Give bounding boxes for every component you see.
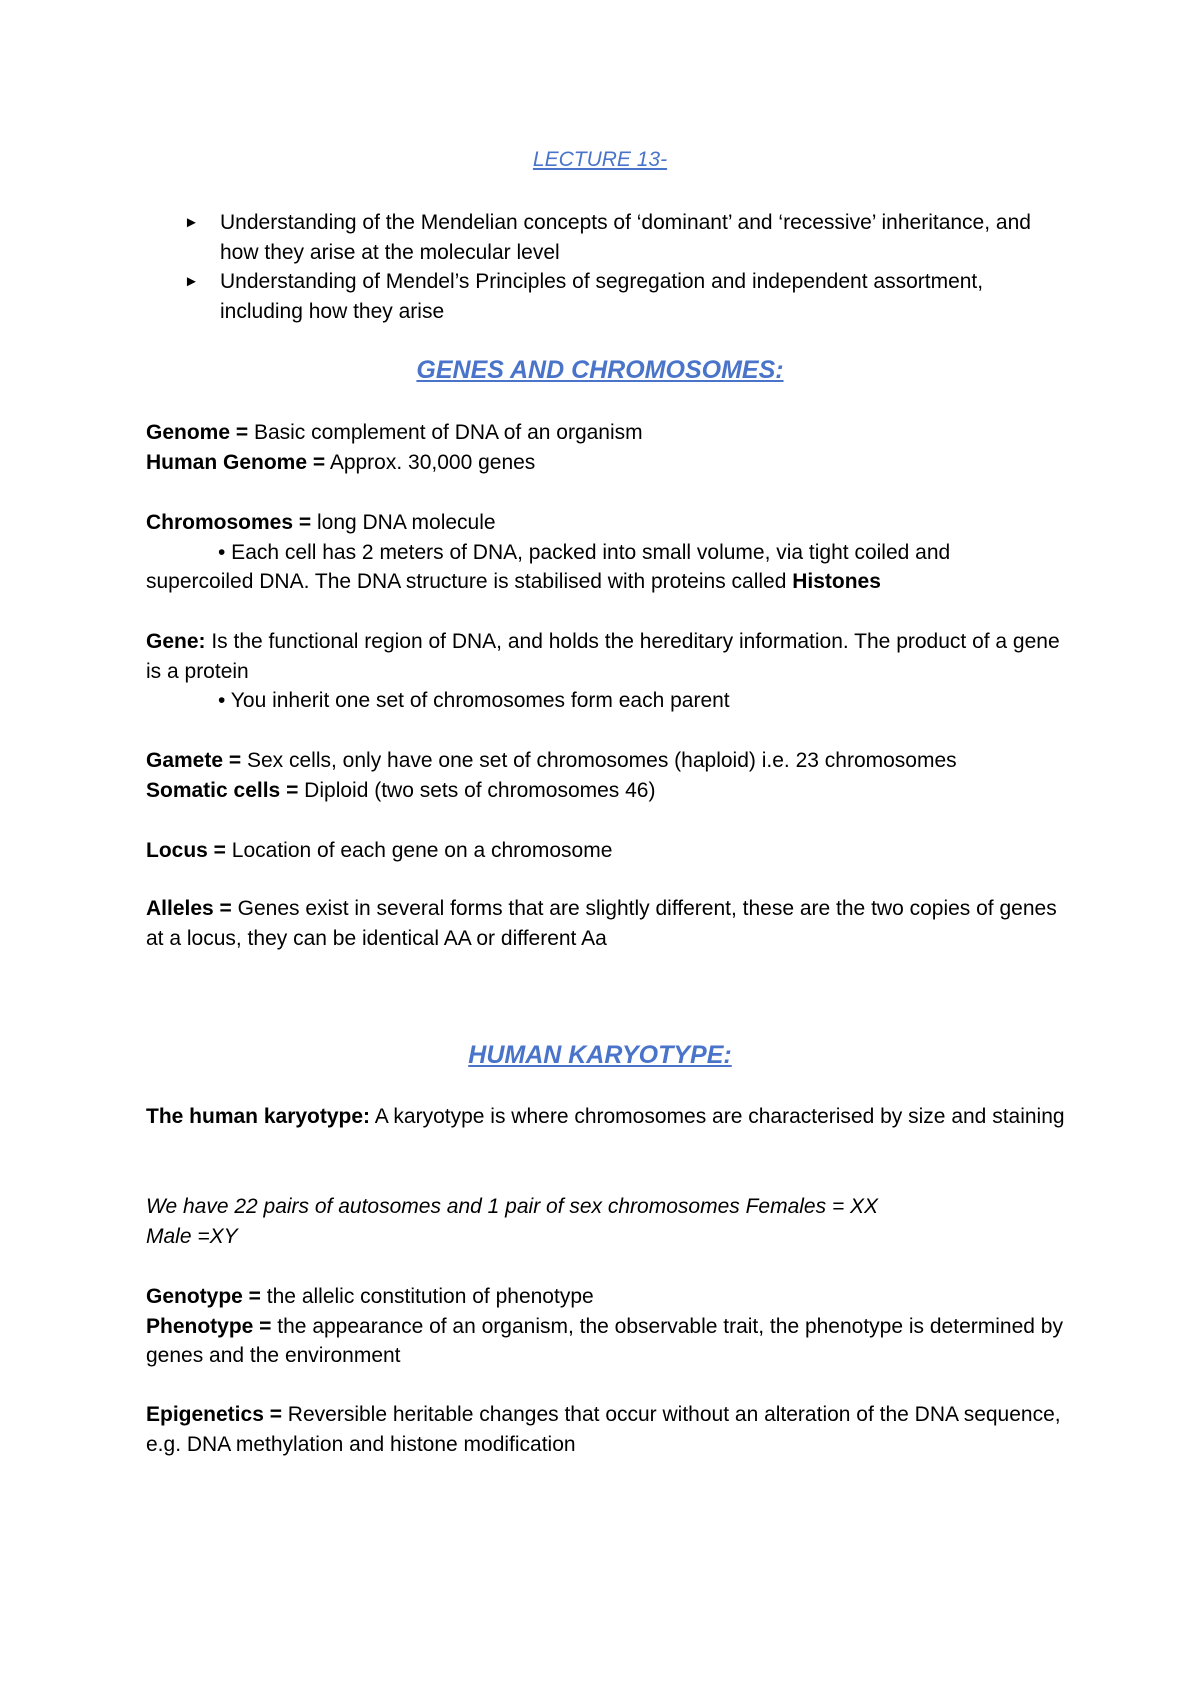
somatic-line [146,776,1066,806]
chromosomes-line [146,508,1066,538]
locus-definition [146,836,1066,866]
gene-definition [146,627,1066,716]
chromosomes-term: Chromosomes = [146,511,312,534]
chromosomes-cont [146,567,1066,597]
phenotype-def: the appearance of an organism, the observable trait, the phenotype is determined by genes and the environment [146,1314,1063,1367]
histones-term: Histones [792,570,881,593]
phenotype-term: Phenotype = [146,1314,272,1338]
chromosomes-bullet: • Each cell has 2 meters of DNA, packed into small volume, via tight coiled and [218,540,951,564]
karyotype-term: The human karyotype: [146,1105,371,1128]
lecture-title: LECTURE 13- [532,148,668,171]
arrow-bullet-icon: ► [184,273,199,290]
phenotype-line [146,1312,1066,1371]
gamete-def: Sex cells, only have one set of chromosomes (haploid) i.e. 23 chromosomes [241,749,957,772]
gene-bullet: • You inherit one set of chromosomes form each parent [218,689,730,712]
objective-item [184,208,1064,267]
epigenetics-definition [146,1400,1066,1459]
pairs-line-1: We have 22 pairs of autosomes and 1 pair of sex chromosomes Females = XX [146,1195,879,1218]
karyotype-section-heading: HUMAN KARYOTYPE: [468,1041,732,1069]
genome-definitions [146,418,1066,477]
pairs-line-2: Male =XY [146,1224,238,1248]
genome-term: Genome = [146,421,249,444]
chromosomes-definition [146,508,1066,597]
karyotype-definition [146,1102,1066,1132]
alleles-line [146,894,1066,953]
locus-def: Location of each gene on a chromosome [225,839,613,862]
human-genome-line [146,448,1066,478]
chromosome-pairs-note [146,1192,1066,1251]
genotype-line [146,1282,1066,1312]
genes-section-heading: GENES AND CHROMOSOMES: [416,356,784,384]
gene-line [146,627,1066,686]
locus-line [146,836,1066,866]
alleles-definition [146,894,1066,953]
gene-def: Is the functional region of DNA, and holds the hereditary information. The product of a gene is a protein [146,630,1060,683]
alleles-term: Alleles = [146,897,232,920]
somatic-term: Somatic cells = [146,778,299,802]
somatic-def: Diploid (two sets of chromosomes 46) [298,778,656,802]
arrow-bullet-icon: ► [184,214,199,231]
gamete-term: Gamete = [146,749,242,772]
learning-objectives [184,208,1064,326]
cell-definitions [146,746,1066,805]
epigenetics-def: Reversible heritable changes that occur without an alteration of the DNA sequence, e.g. DNA methylation and histone modification [146,1403,1061,1456]
chromosomes-cont-text: supercoiled DNA. The DNA structure is stabilised with proteins called [146,570,793,593]
karyotype-line [146,1102,1066,1132]
epigenetics-line [146,1400,1066,1459]
alleles-def: Genes exist in several forms that are slightly different, these are the two copies of genes at a locus, they can be identical AA or different Aa [146,897,1057,950]
gamete-line [146,746,1066,776]
genotype-def: the allelic constitution of phenotype [260,1285,594,1308]
human-genome-term: Human Genome = [146,450,326,474]
genome-line [146,418,1066,448]
genotype-phenotype-definitions [146,1282,1066,1371]
epigenetics-term: Epigenetics = [146,1403,282,1426]
gene-term: Gene: [146,630,206,653]
objective-text: Understanding of the Mendelian concepts of ‘dominant’ and ‘recessive’ inheritance, and how they arise at the molecular level [220,211,1031,264]
karyotype-def: A karyotype is where chromosomes are characterised by size and staining [370,1105,1065,1128]
objective-item [184,267,1064,326]
objective-text: Understanding of Mendel’s Principles of segregation and independent assortment, including how they arise [220,270,984,323]
locus-term: Locus = [146,839,226,862]
human-genome-def: Approx. 30,000 genes [325,450,536,474]
chromosomes-def: long DNA molecule [311,511,496,534]
genome-def: Basic complement of DNA of an organism [248,421,643,444]
genotype-term: Genotype = [146,1285,261,1308]
